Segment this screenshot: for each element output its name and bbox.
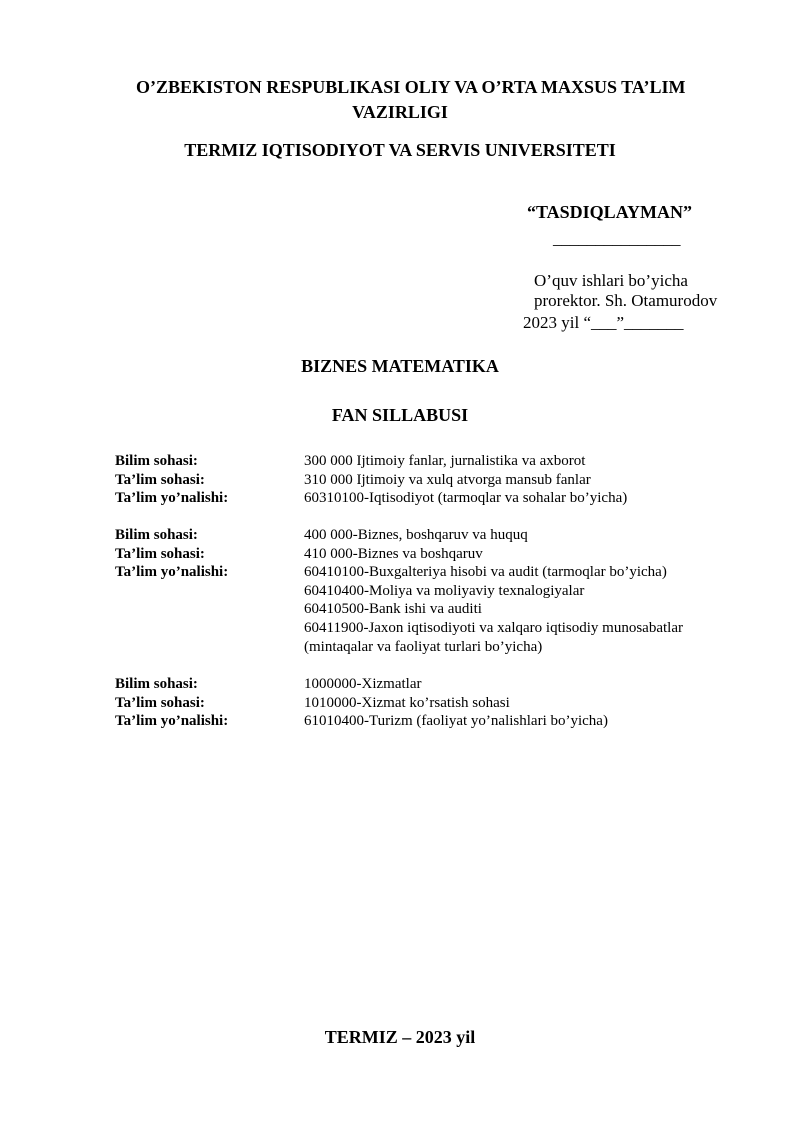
course-title: BIZNES MATEMATIKA xyxy=(301,356,499,376)
value-line: 300 000 Ijtimoiy fanlar, jurnalistika va axborot xyxy=(304,453,586,469)
ministry-title-line1: O’ZBEKISTON RESPUBLIKASI OLIY VA O’RTA MAXSUS TA’LIM xyxy=(136,77,686,97)
section-values xyxy=(304,452,627,508)
place-and-year: TERMIZ – 2023 yil xyxy=(324,1027,476,1047)
syllabus-subtitle: FAN SILLABUSI xyxy=(331,405,469,425)
section-values xyxy=(304,675,608,731)
section-labels xyxy=(115,452,228,508)
approval-signatory: prorektor. Sh. Otamurodov xyxy=(534,291,718,310)
value-line: 60410400-Moliya va moliyaviy texnalogiyalar xyxy=(304,582,585,599)
label-field-of-study: Ta’lim yo’nalishi: xyxy=(115,564,229,581)
value-line: 60411900-Jaxon iqtisodiyoti va xalqaro iqtisodiy munosabatlar xyxy=(304,619,683,636)
label-field-of-study: Ta’lim yo’nalishi: xyxy=(115,490,229,507)
value-line: 400 000-Biznes, boshqaruv va huquq xyxy=(304,527,528,543)
label-field-of-study: Ta’lim yo’nalishi: xyxy=(115,713,229,730)
section-values xyxy=(304,526,683,656)
approval-title: “TASDIQLAYMAN” xyxy=(527,202,693,222)
approval-position: O’quv ishlari bo’yicha xyxy=(534,271,688,290)
value-line: 1000000-Xizmatlar xyxy=(304,676,422,692)
value-line: 310 000 Ijtimoiy va xulq atvorga mansub fanlar xyxy=(304,471,591,488)
ministry-title-line2: VAZIRLIGI xyxy=(352,102,448,122)
value-line: (mintaqalar va faoliyat turlari bo’yicha) xyxy=(304,638,543,655)
label-field-of-knowledge: Bilim sohasi: xyxy=(115,453,198,469)
section-labels xyxy=(115,675,228,731)
label-field-of-knowledge: Bilim sohasi: xyxy=(115,527,198,543)
value-line: 1010000-Xizmat ko’rsatish sohasi xyxy=(304,694,510,711)
label-field-of-knowledge: Bilim sohasi: xyxy=(115,676,198,692)
section-labels xyxy=(115,526,228,582)
value-line: 60310100-Iqtisodiyot (tarmoqlar va sohalar bo’yicha) xyxy=(304,490,628,507)
label-field-of-education: Ta’lim sohasi: xyxy=(115,545,205,562)
value-line: 61010400-Turizm (faoliyat yo’nalishlari bo’yicha) xyxy=(304,713,608,730)
value-line: 410 000-Biznes va boshqaruv xyxy=(304,545,483,562)
approval-date: 2023 yil “___”_______ xyxy=(523,313,684,332)
approval-signature-line: _______________ xyxy=(553,229,681,248)
university-name: TERMIZ IQTISODIYOT VA SERVIS UNIVERSITETI xyxy=(184,140,616,160)
label-field-of-education: Ta’lim sohasi: xyxy=(115,694,205,711)
label-field-of-education: Ta’lim sohasi: xyxy=(115,471,205,488)
value-line: 60410100-Buxgalteriya hisobi va audit (tarmoqlar bo’yicha) xyxy=(304,564,667,581)
value-line: 60410500-Bank ishi va auditi xyxy=(304,601,482,618)
